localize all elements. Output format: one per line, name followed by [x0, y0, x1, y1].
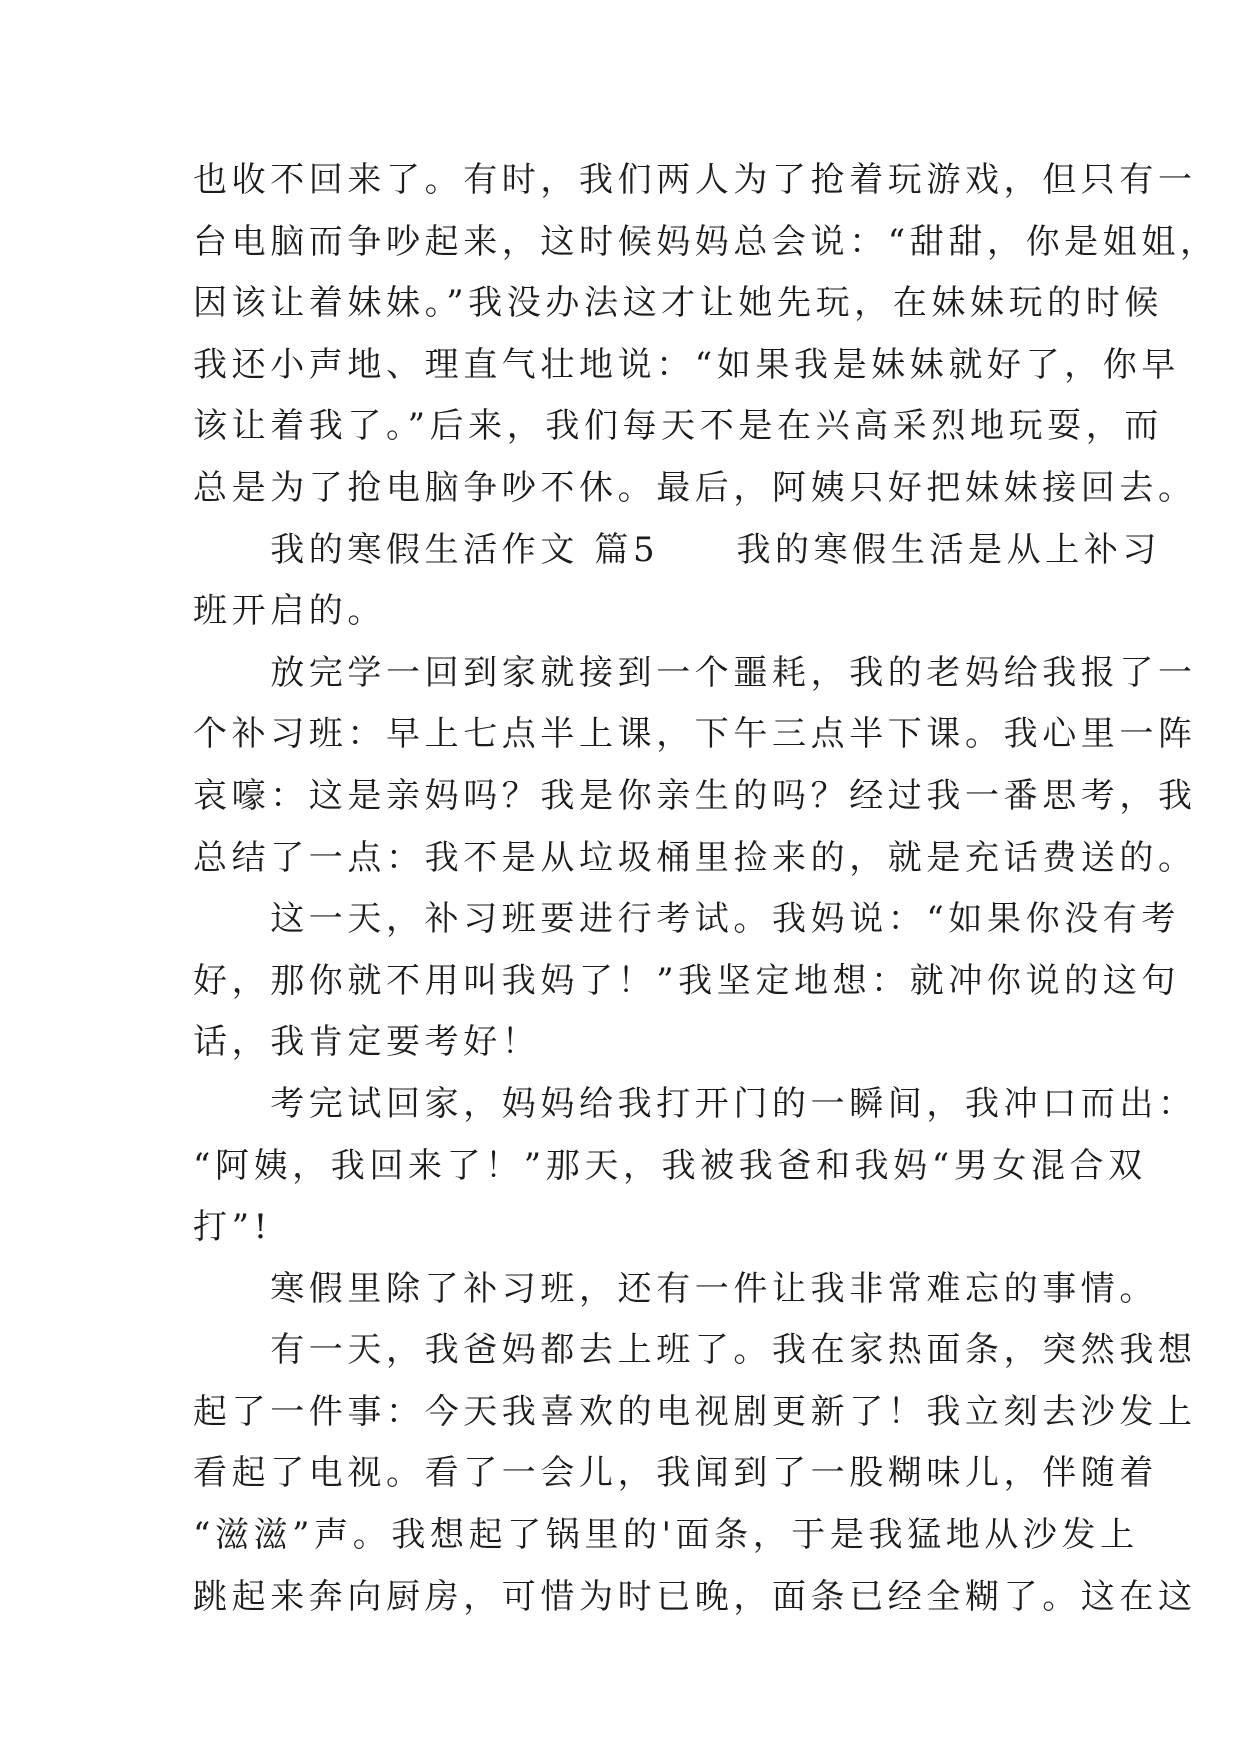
- text-line: 我还小声地、理直气壮地说：“如果我是妹妹就好了，你早: [193, 344, 1180, 385]
- text-line: 打”!: [193, 1207, 272, 1248]
- text-line: 话，我肯定要考好！: [193, 1022, 541, 1063]
- text-line: 有一天，我爸妈都去上班了。我在家热面条，突然我想: [193, 1330, 1197, 1371]
- text-line: 好，那你就不用叫我妈了！”我坚定地想：就冲你说的这句: [193, 960, 1180, 1001]
- text-line: “阿姨，我回来了！”那天，我被我爸和我妈“男女混合双: [193, 1145, 1147, 1186]
- text-line: 这一天，补习班要进行考试。我妈说：“如果你没有考: [193, 899, 1180, 940]
- text-line: 寒假里除了补习班，还有一件让我非常难忘的事情。: [193, 1268, 1158, 1309]
- text-line: 起了一件事：今天我喜欢的电视剧更新了！我立刻去沙发上: [193, 1391, 1197, 1432]
- text-line: 因该让着妹妹。”我没办法这才让她先玩，在妹妹玩的时候: [193, 283, 1163, 324]
- section-heading-line: 我的寒假生活作文 篇5 我的寒假生活是从上补习: [193, 529, 1162, 570]
- text-line: 台电脑而争吵起来，这时候妈妈总会说：“甜甜，你是姐姐，: [193, 221, 1219, 262]
- text-line: 总是为了抢电脑争吵不休。最后，阿姨只好把妹妹接回去。: [193, 467, 1197, 508]
- text-line: 班开启的。: [193, 591, 386, 632]
- text-line: 总结了一点：我不是从垃圾桶里捡来的，就是充话费送的。: [193, 837, 1197, 878]
- document-body: [193, 150, 1219, 1628]
- text-line: 也收不回来了。有时，我们两人为了抢着玩游戏，但只有一: [193, 160, 1197, 200]
- text-line: 哀嚎：这是亲妈吗？我是你亲生的吗？经过我一番思考，我: [193, 775, 1197, 816]
- text-line: “滋滋”声。我想起了锅里的'面条，于是我猛地从沙发上: [193, 1515, 1139, 1556]
- text-line: 该让着我了。”后来，我们每天不是在兴高采烈地玩耍，而: [193, 406, 1163, 447]
- text-line: 看起了电视。看了一会儿，我闻到了一股糊味儿，伴随着: [193, 1453, 1158, 1494]
- text-line: 跳起来奔向厨房，可惜为时已晚，面条已经全糊了。这在这: [193, 1576, 1197, 1617]
- text-line: 放完学一回到家就接到一个噩耗，我的老妈给我报了一: [193, 652, 1197, 693]
- text-line: 个补习班：早上七点半上课，下午三点半下课。我心里一阵: [193, 714, 1197, 755]
- text-line: 考完试回家，妈妈给我打开门的一瞬间，我冲口而出：: [193, 1083, 1197, 1124]
